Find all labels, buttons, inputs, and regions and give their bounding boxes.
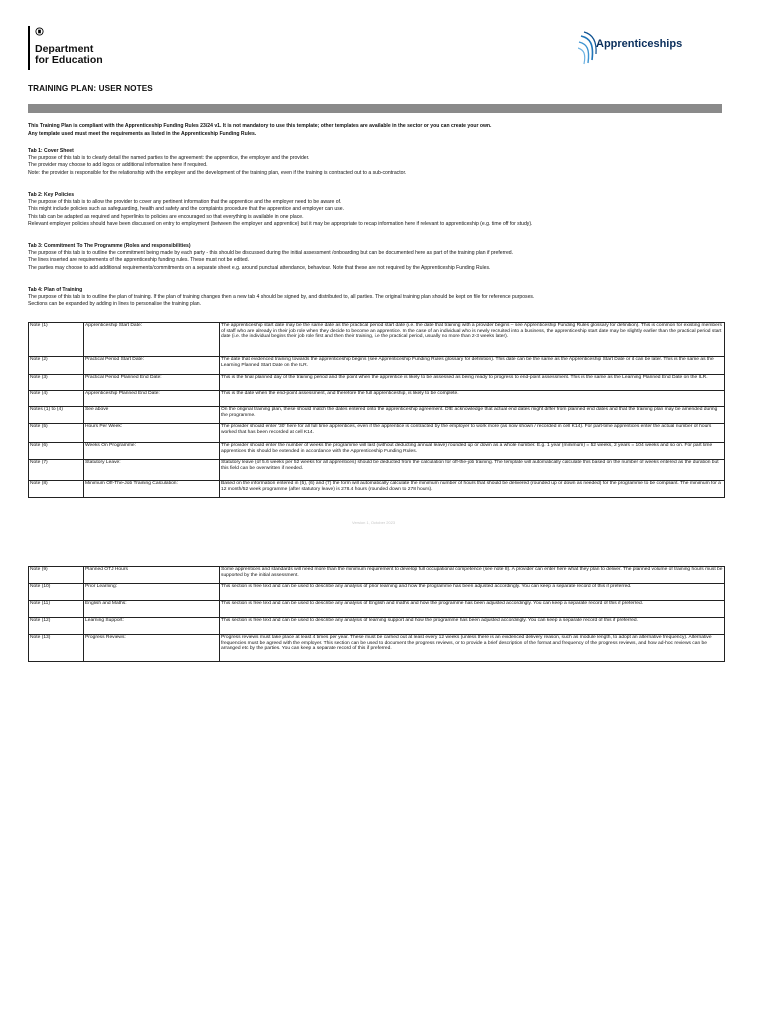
note-field: Progress Reviews: (84, 635, 220, 662)
note-number: Note (4) (29, 391, 84, 407)
notes-table-1 (28, 322, 725, 498)
table-row (29, 618, 725, 635)
note-description: This section is free text and can be used to describe any analysis of prior learning and how the programme has been adjusted accordingly. You can keep a separate record of this if preferred. (220, 584, 725, 601)
section-tab-3 (28, 243, 728, 272)
table-row (29, 567, 725, 584)
note-field: Learning Support: (84, 618, 220, 635)
table-row (29, 443, 725, 460)
note-description: The apprenticeship start date may be the same date as the practical period start date (i.e. the date that training with a provider begins – see Apprenticeship Funding Rules glossary for definition). This is common for existing members of staff who are already in their job role when they decide to become an apprentice. In the case of an individual who is newly recruited into a business, the apprenticeship start date may be slightly earlier than the practical period start date (i.e. the individual begins their job role first and then their training, i.e the practical period, usually no more than 2-3 weeks later). (220, 323, 725, 357)
note-number: Note (10) (29, 584, 84, 601)
title-divider-bar (28, 104, 722, 113)
note-description: Some apprentices and standards will need more than the minimum requirement to develop full occupational competence (see note 8). A provider can enter here what they plan to deliver. The planned volume of training hours must be supported by the initial assessment. (220, 567, 725, 584)
table-row (29, 357, 725, 375)
note-number: Note (8) (29, 481, 84, 498)
note-field: See above (84, 407, 220, 424)
table-row (29, 481, 725, 498)
apprenticeships-logo-text: Apprenticeships (596, 38, 683, 50)
note-description: The provider should enter the number of weeks the programme will last (without deducting annual leave) rounded up or down as a whole number. E.g. 1 year (minimum) = 52 weeks, 2 years = 104 weeks and so on. For part time apprentices this should be extended in accordance with the Apprenticeship Funding Rules. (220, 443, 725, 460)
section-line: The purpose of this tab is to outline the commitment being made by each party - this should be discussed during the initial assessment /onboarding but can be documented here as part of the training plan if preferred. (28, 250, 514, 257)
section-line: The parties may choose to add additional requirements/commitments on a separate sheet e.g. around punctual attendance, behaviour. Note that these are not required by the Apprenticeship Funding Rules. (28, 264, 491, 271)
note-number: Note (1) (29, 323, 84, 357)
section-line: The purpose of this tab is to clearly detail the named parties to the agreement: the apprentice, the employer and the provider. (28, 155, 310, 162)
section-heading: Tab 3: Commitment To The Programme (Roles and responsibilities) (28, 243, 191, 249)
section-line: This tab can be adapted as required and hyperlinks to policies are encouraged so that everything is available in one place. (28, 213, 304, 220)
section-line: Relevant employer policies should have been discussed on entry to employment (between the employer and apprentice) but it may be appropriate to recap information here if relevant to apprenticeship (e.g. time off for study). (28, 220, 533, 227)
note-field: Prior Learning: (84, 584, 220, 601)
section-heading: Tab 2: Key Policies (28, 192, 75, 198)
table-row (29, 323, 725, 357)
section-line: The provider may choose to add logos or additional information here if required. (28, 162, 208, 169)
version-watermark: Version 1, October 2023 (352, 520, 396, 525)
table-row (29, 460, 725, 481)
note-description: The date that evidenced training towards the apprenticeship begins (see Apprenticeship Funding Rules glossary for definition). This date can be the same as the Apprenticeship Start Date or it can be later. This is the same as the Learning Planned Start Date on the ILR. (220, 357, 725, 375)
table-row (29, 375, 725, 391)
section-tab-2 (28, 192, 728, 228)
note-field: Planned OTJ Hours (84, 567, 220, 584)
section-tab-4 (28, 287, 728, 309)
note-number: Notes (1) to (4) (29, 407, 84, 424)
note-field: Practical Period Planned End Date: (84, 375, 220, 391)
dfe-logo-text (35, 44, 103, 66)
section-heading: Tab 4: Plan of Training (28, 287, 83, 293)
apprenticeships-logo (578, 30, 738, 66)
note-number: Note (6) (29, 443, 84, 460)
intro-text (28, 123, 728, 138)
section-line: This might include policies such as safeguarding, health and safety and the complaints procedure that the apprentice and employer can use. (28, 206, 345, 213)
note-description: This section is free text and can be used to describe any analysis of learning support and how the programme has been adjusted accordingly. You can keep a separate record of this if preferred. (220, 618, 725, 635)
note-description: Statutory leave (of 5.6 weeks per 52 weeks for all apprentices) should be deducted from the calculation for off-the-job training. The template will automatically calculate this based on the number of weeks entered as the duration but this field can be overwritten if needed. (220, 460, 725, 481)
dfe-line-2: for Education (35, 54, 103, 66)
table-row (29, 635, 725, 662)
note-description: This is the date when the end-point assessment, and therefore the full apprenticeship, is likely to be complete. (220, 391, 725, 407)
note-number: Note (3) (29, 375, 84, 391)
section-line: The purpose of this tab is to outline the plan of training. If the plan of training changes then a new tab 4 should be signed by, and distributed to, all parties. The original training plan should be kept on file for reference purposes. (28, 294, 535, 301)
section-line: Sections can be expanded by adding in lines to personalise the training plan. (28, 301, 202, 308)
swoosh-icon (578, 30, 598, 66)
section-line: The lines inserted are requirements of the apprenticeship funding rules. These must not be edited. (28, 257, 250, 264)
logo-rule (28, 26, 30, 70)
page-title: TRAINING PLAN: USER NOTES (28, 84, 153, 93)
note-number: Note (12) (29, 618, 84, 635)
note-number: Note (13) (29, 635, 84, 662)
table-row (29, 584, 725, 601)
note-field: Apprenticeship Start Date: (84, 323, 220, 357)
note-description: This section is free text and can be used to describe any analysis of English and maths and how the programme has been adjusted accordingly. You can keep a separate record of this if preferred. (220, 601, 725, 618)
note-field: Weeks On Programme: (84, 443, 220, 460)
note-description: Progress reviews must take place at least 4 times per year. These must be carried out at least every 12 weeks (unless there is an evidenced delivery reason, such as module length, to adopt an alternative frequency). Alternative frequencies must be agreed with the employer. This section can be used to document the progress reviews, or to provide a brief description of the format and frequency of the progress reviews, and how ad-hoc reviews can be arranged etc by the parties. You can keep a separate record of this if preferred. (220, 635, 725, 662)
table-row (29, 407, 725, 424)
dfe-line-1: Department (35, 43, 94, 55)
note-description: This is the final planned day of the training period and the point when the apprentice is likely to be assessed as being ready to progress to end-point assessment. This is the same as the Learning Planned End Date on the ILR. (220, 375, 725, 391)
section-line: The purpose of this tab is to allow the provider to cover any pertinent information that the apprentice and the employer need to be aware of. (28, 199, 342, 206)
dfe-logo (28, 26, 138, 72)
note-number: Note (11) (29, 601, 84, 618)
note-field: Minimum Off-The-Job Training Calculation: (84, 481, 220, 498)
section-heading: Tab 1: Cover Sheet (28, 148, 74, 154)
table-row (29, 391, 725, 407)
note-field: Statutory Leave: (84, 460, 220, 481)
intro-line: This Training Plan is compliant with the Apprenticeship Funding Rules 23/24 v1. It is not mandatory to use this template; other templates are available in the sector or you can create your own. (28, 123, 492, 129)
note-number: Note (5) (29, 424, 84, 443)
intro-line: Any template used must meet the requirements as listed in the Apprenticeship Funding Rules. (28, 130, 257, 137)
table-row (29, 424, 725, 443)
section-tab-1 (28, 148, 728, 177)
note-field: Practical Period Start Date: (84, 357, 220, 375)
note-description: On the original training plan, these should match the dates entered onto the apprenticeship agreement. DfE acknowledge that actual end dates might differ from planned end dates and that the training plan may be amended during the programme. (220, 407, 725, 424)
notes-table-2 (28, 566, 725, 662)
crest-icon (35, 27, 44, 36)
table-row (29, 601, 725, 618)
note-field: English and Maths: (84, 601, 220, 618)
note-field: Apprenticeship Planned End Date: (84, 391, 220, 407)
note-number: Note (2) (29, 357, 84, 375)
note-description: Based on the information entered in (5), (6) and (7) the form will automatically calculate the minimum number of hours that should be delivered (rounded up or down as needed) for the programme to be compliant. The minimum for a 12 month/52 week programme (after statutory leave) is 278.4 hours (rounded down to 278 hours). (220, 481, 725, 498)
note-number: Note (9) (29, 567, 84, 584)
section-line: Note: the provider is responsible for the relationship with the employer and the development of the training plan, even if the training is contracted out to a sub-contractor. (28, 169, 407, 176)
note-field: Hours Per Week: (84, 424, 220, 443)
note-number: Note (7) (29, 460, 84, 481)
note-description: The provider should enter '30' here for all full time apprentices, even if the apprentice is contracted by the employer to work more (as now shown / recorded in cell K14). For part-time apprentices enter the actual number of hours worked that has been recorded at cell K14. (220, 424, 725, 443)
